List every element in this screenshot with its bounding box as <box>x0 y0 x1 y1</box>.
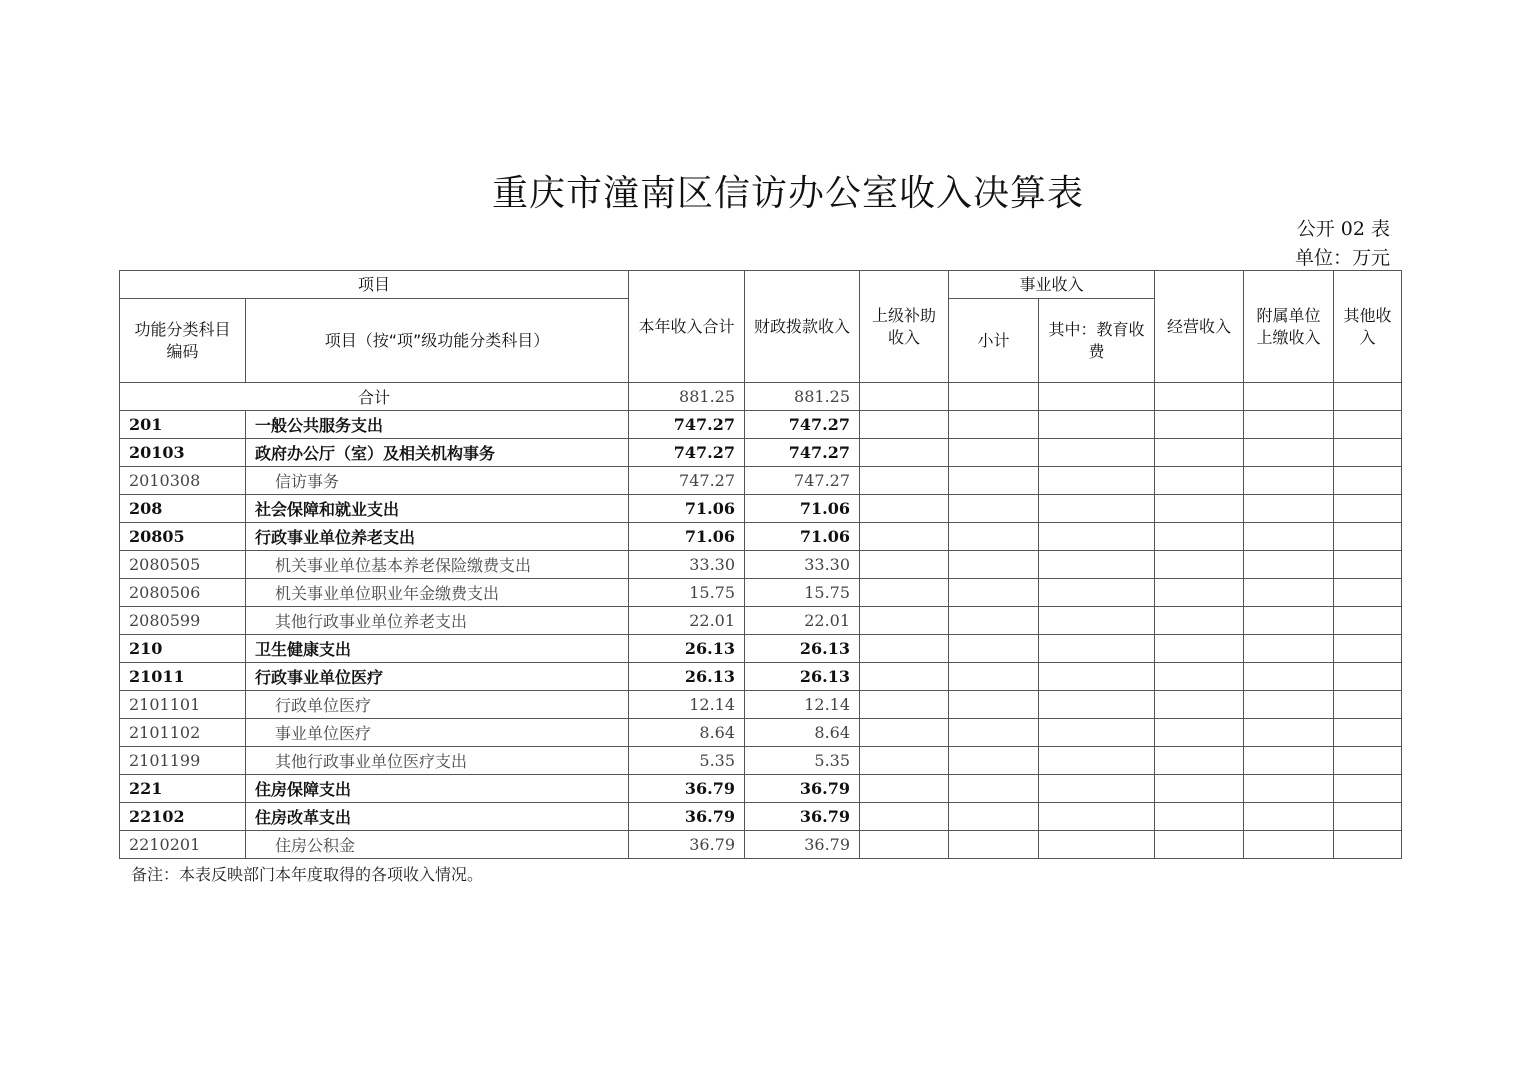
empty-cell <box>949 831 1039 859</box>
empty-cell <box>949 439 1039 467</box>
empty-cell <box>1039 495 1155 523</box>
total-fiscal-cell: 881.25 <box>745 383 860 411</box>
total-income-cell: 36.79 <box>629 775 745 803</box>
header-name: 项目（按“项”级功能分类科目） <box>246 299 629 383</box>
fiscal-cell: 15.75 <box>745 579 860 607</box>
empty-cell <box>860 775 949 803</box>
code-cell: 2080505 <box>120 551 246 579</box>
empty-cell <box>1334 551 1402 579</box>
empty-cell <box>1155 439 1244 467</box>
empty-cell <box>1039 383 1155 411</box>
empty-cell <box>860 523 949 551</box>
name-cell <box>246 495 629 523</box>
empty-cell <box>1334 635 1402 663</box>
fiscal-cell: 8.64 <box>745 719 860 747</box>
empty-cell <box>1155 411 1244 439</box>
name-cell <box>246 439 629 467</box>
name-text: 行政事业单位医疗 <box>255 668 384 687</box>
table-row <box>120 579 1402 607</box>
name-cell <box>246 747 629 775</box>
name-cell <box>246 691 629 719</box>
table-row <box>120 747 1402 775</box>
empty-cell <box>1155 747 1244 775</box>
table-row <box>120 775 1402 803</box>
fiscal-cell: 36.79 <box>745 803 860 831</box>
empty-cell <box>1334 467 1402 495</box>
name-text: 住房公积金 <box>275 836 356 855</box>
empty-cell <box>1334 439 1402 467</box>
header-superior: 上级补助收入 <box>860 271 949 383</box>
header-operating: 经营收入 <box>1155 271 1244 383</box>
table-row <box>120 411 1402 439</box>
table-body <box>120 383 1402 859</box>
empty-cell <box>1155 579 1244 607</box>
total-row <box>120 383 1402 411</box>
empty-cell <box>1334 803 1402 831</box>
empty-cell <box>1244 523 1334 551</box>
empty-cell <box>949 383 1039 411</box>
empty-cell <box>1155 775 1244 803</box>
empty-cell <box>1244 383 1334 411</box>
empty-cell <box>1155 831 1244 859</box>
code-cell: 2101102 <box>120 719 246 747</box>
empty-cell <box>1334 663 1402 691</box>
empty-cell <box>1039 775 1155 803</box>
empty-cell <box>1039 635 1155 663</box>
name-text: 机关事业单位职业年金缴费支出 <box>275 584 500 603</box>
name-text: 社会保障和就业支出 <box>255 500 400 519</box>
fiscal-cell: 71.06 <box>745 495 860 523</box>
header-business: 事业收入 <box>949 271 1155 299</box>
empty-cell <box>1155 467 1244 495</box>
name-text: 住房改革支出 <box>255 808 352 827</box>
empty-cell <box>949 607 1039 635</box>
empty-cell <box>1334 383 1402 411</box>
code-cell: 210 <box>120 635 246 663</box>
total-income-cell: 881.25 <box>629 383 745 411</box>
table-row <box>120 663 1402 691</box>
header-affiliated: 附属单位上缴收入 <box>1244 271 1334 383</box>
empty-cell <box>949 523 1039 551</box>
empty-cell <box>1334 747 1402 775</box>
empty-cell <box>860 551 949 579</box>
empty-cell <box>1244 691 1334 719</box>
table-row <box>120 495 1402 523</box>
name-cell <box>246 551 629 579</box>
header-code: 功能分类科目编码 <box>120 299 246 383</box>
empty-cell <box>1334 831 1402 859</box>
name-cell <box>246 831 629 859</box>
empty-cell <box>1155 663 1244 691</box>
total-income-cell: 71.06 <box>629 523 745 551</box>
empty-cell <box>1039 523 1155 551</box>
empty-cell <box>1155 691 1244 719</box>
empty-cell <box>1244 411 1334 439</box>
empty-cell <box>1039 579 1155 607</box>
empty-cell <box>860 719 949 747</box>
empty-cell <box>1244 747 1334 775</box>
empty-cell <box>1334 719 1402 747</box>
empty-cell <box>1155 551 1244 579</box>
empty-cell <box>1334 579 1402 607</box>
table-row <box>120 803 1402 831</box>
fiscal-cell: 26.13 <box>745 663 860 691</box>
header-other: 其他收入 <box>1334 271 1402 383</box>
income-report-table <box>119 270 1402 859</box>
empty-cell <box>1334 495 1402 523</box>
table-row <box>120 467 1402 495</box>
code-cell: 221 <box>120 775 246 803</box>
empty-cell <box>1039 719 1155 747</box>
name-text: 其他行政事业单位养老支出 <box>275 612 468 631</box>
empty-cell <box>1039 439 1155 467</box>
empty-cell <box>860 439 949 467</box>
form-number: 公开 02 表 <box>1296 218 1390 240</box>
empty-cell <box>1244 467 1334 495</box>
table-row <box>120 635 1402 663</box>
name-text: 政府办公厅（室）及相关机构事务 <box>255 444 496 463</box>
name-cell <box>246 719 629 747</box>
footnote: 备注：本表反映部门本年度取得的各项收入情况。 <box>131 865 484 884</box>
name-cell <box>246 635 629 663</box>
empty-cell <box>949 579 1039 607</box>
header-fiscal: 财政拨款收入 <box>745 271 860 383</box>
empty-cell <box>860 411 949 439</box>
empty-cell <box>949 411 1039 439</box>
fiscal-cell: 747.27 <box>745 439 860 467</box>
table-row <box>120 691 1402 719</box>
total-income-cell: 26.13 <box>629 635 745 663</box>
empty-cell <box>949 635 1039 663</box>
empty-cell <box>949 747 1039 775</box>
empty-cell <box>1155 495 1244 523</box>
empty-cell <box>860 579 949 607</box>
name-cell <box>246 411 629 439</box>
fiscal-cell: 33.30 <box>745 551 860 579</box>
code-cell: 2080506 <box>120 579 246 607</box>
empty-cell <box>1039 551 1155 579</box>
total-income-cell: 71.06 <box>629 495 745 523</box>
fiscal-cell: 71.06 <box>745 523 860 551</box>
header-total-income: 本年收入合计 <box>629 271 745 383</box>
empty-cell <box>860 495 949 523</box>
empty-cell <box>1244 775 1334 803</box>
name-cell <box>246 663 629 691</box>
name-cell <box>246 579 629 607</box>
total-income-cell: 36.79 <box>629 831 745 859</box>
empty-cell <box>949 495 1039 523</box>
total-income-cell: 36.79 <box>629 803 745 831</box>
code-cell: 20805 <box>120 523 246 551</box>
code-cell: 201 <box>120 411 246 439</box>
empty-cell <box>1039 663 1155 691</box>
name-text: 信访事务 <box>275 472 340 491</box>
empty-cell <box>1244 663 1334 691</box>
empty-cell <box>1155 383 1244 411</box>
total-income-cell: 22.01 <box>629 607 745 635</box>
fiscal-cell: 26.13 <box>745 635 860 663</box>
empty-cell <box>1039 747 1155 775</box>
fiscal-cell: 747.27 <box>745 411 860 439</box>
empty-cell <box>1244 579 1334 607</box>
empty-cell <box>1039 467 1155 495</box>
code-cell: 208 <box>120 495 246 523</box>
name-text: 行政事业单位养老支出 <box>255 528 416 547</box>
fiscal-cell: 747.27 <box>745 467 860 495</box>
name-text: 其他行政事业单位医疗支出 <box>275 752 468 771</box>
name-text: 卫生健康支出 <box>255 640 352 659</box>
empty-cell <box>1334 607 1402 635</box>
total-income-cell: 5.35 <box>629 747 745 775</box>
total-income-cell: 33.30 <box>629 551 745 579</box>
total-income-cell: 15.75 <box>629 579 745 607</box>
code-cell: 2101199 <box>120 747 246 775</box>
code-cell: 22102 <box>120 803 246 831</box>
empty-cell <box>1244 495 1334 523</box>
header-project: 项目 <box>120 271 629 299</box>
empty-cell <box>1244 719 1334 747</box>
unit-label: 单位：万元 <box>1294 247 1390 269</box>
code-cell: 2210201 <box>120 831 246 859</box>
empty-cell <box>949 551 1039 579</box>
page-title: 重庆市潼南区信访办公室收入决算表 <box>491 173 1084 214</box>
name-cell <box>246 775 629 803</box>
empty-cell <box>1334 691 1402 719</box>
empty-cell <box>860 803 949 831</box>
header-edu-fee: 其中：教育收费 <box>1039 299 1155 383</box>
empty-cell <box>1155 719 1244 747</box>
empty-cell <box>949 691 1039 719</box>
fiscal-cell: 36.79 <box>745 831 860 859</box>
table-row <box>120 607 1402 635</box>
empty-cell <box>1334 523 1402 551</box>
empty-cell <box>860 663 949 691</box>
empty-cell <box>860 607 949 635</box>
name-cell <box>246 803 629 831</box>
fiscal-cell: 12.14 <box>745 691 860 719</box>
total-income-cell: 747.27 <box>629 439 745 467</box>
code-cell: 2080599 <box>120 607 246 635</box>
fiscal-cell: 22.01 <box>745 607 860 635</box>
code-cell: 21011 <box>120 663 246 691</box>
table-row <box>120 439 1402 467</box>
header-subtotal: 小计 <box>949 299 1039 383</box>
empty-cell <box>860 383 949 411</box>
fiscal-cell: 36.79 <box>745 775 860 803</box>
name-cell <box>246 467 629 495</box>
empty-cell <box>1155 803 1244 831</box>
empty-cell <box>949 719 1039 747</box>
name-text: 行政单位医疗 <box>275 696 372 715</box>
empty-cell <box>860 691 949 719</box>
empty-cell <box>1244 803 1334 831</box>
table-row <box>120 523 1402 551</box>
empty-cell <box>1039 411 1155 439</box>
name-text: 事业单位医疗 <box>275 724 372 743</box>
empty-cell <box>860 635 949 663</box>
empty-cell <box>860 747 949 775</box>
empty-cell <box>1244 635 1334 663</box>
empty-cell <box>949 775 1039 803</box>
code-cell: 2101101 <box>120 691 246 719</box>
empty-cell <box>1039 803 1155 831</box>
empty-cell <box>1244 551 1334 579</box>
empty-cell <box>1039 691 1155 719</box>
table-row <box>120 551 1402 579</box>
empty-cell <box>949 663 1039 691</box>
total-income-cell: 12.14 <box>629 691 745 719</box>
empty-cell <box>860 831 949 859</box>
fiscal-cell: 5.35 <box>745 747 860 775</box>
empty-cell <box>860 467 949 495</box>
name-cell <box>246 607 629 635</box>
total-income-cell: 747.27 <box>629 411 745 439</box>
code-cell: 20103 <box>120 439 246 467</box>
empty-cell <box>1155 523 1244 551</box>
name-text: 一般公共服务支出 <box>255 416 384 435</box>
total-income-cell: 8.64 <box>629 719 745 747</box>
table-row <box>120 831 1402 859</box>
name-cell <box>246 523 629 551</box>
empty-cell <box>1244 607 1334 635</box>
empty-cell <box>949 467 1039 495</box>
empty-cell <box>1244 831 1334 859</box>
name-text: 住房保障支出 <box>255 780 352 799</box>
code-cell: 2010308 <box>120 467 246 495</box>
table-row <box>120 719 1402 747</box>
name-text: 机关事业单位基本养老保险缴费支出 <box>275 556 532 575</box>
empty-cell <box>949 803 1039 831</box>
empty-cell <box>1039 607 1155 635</box>
total-label: 合计 <box>120 383 629 411</box>
empty-cell <box>1244 439 1334 467</box>
empty-cell <box>1039 831 1155 859</box>
empty-cell <box>1155 607 1244 635</box>
total-income-cell: 747.27 <box>629 467 745 495</box>
total-income-cell: 26.13 <box>629 663 745 691</box>
empty-cell <box>1155 635 1244 663</box>
empty-cell <box>1334 775 1402 803</box>
empty-cell <box>1334 411 1402 439</box>
